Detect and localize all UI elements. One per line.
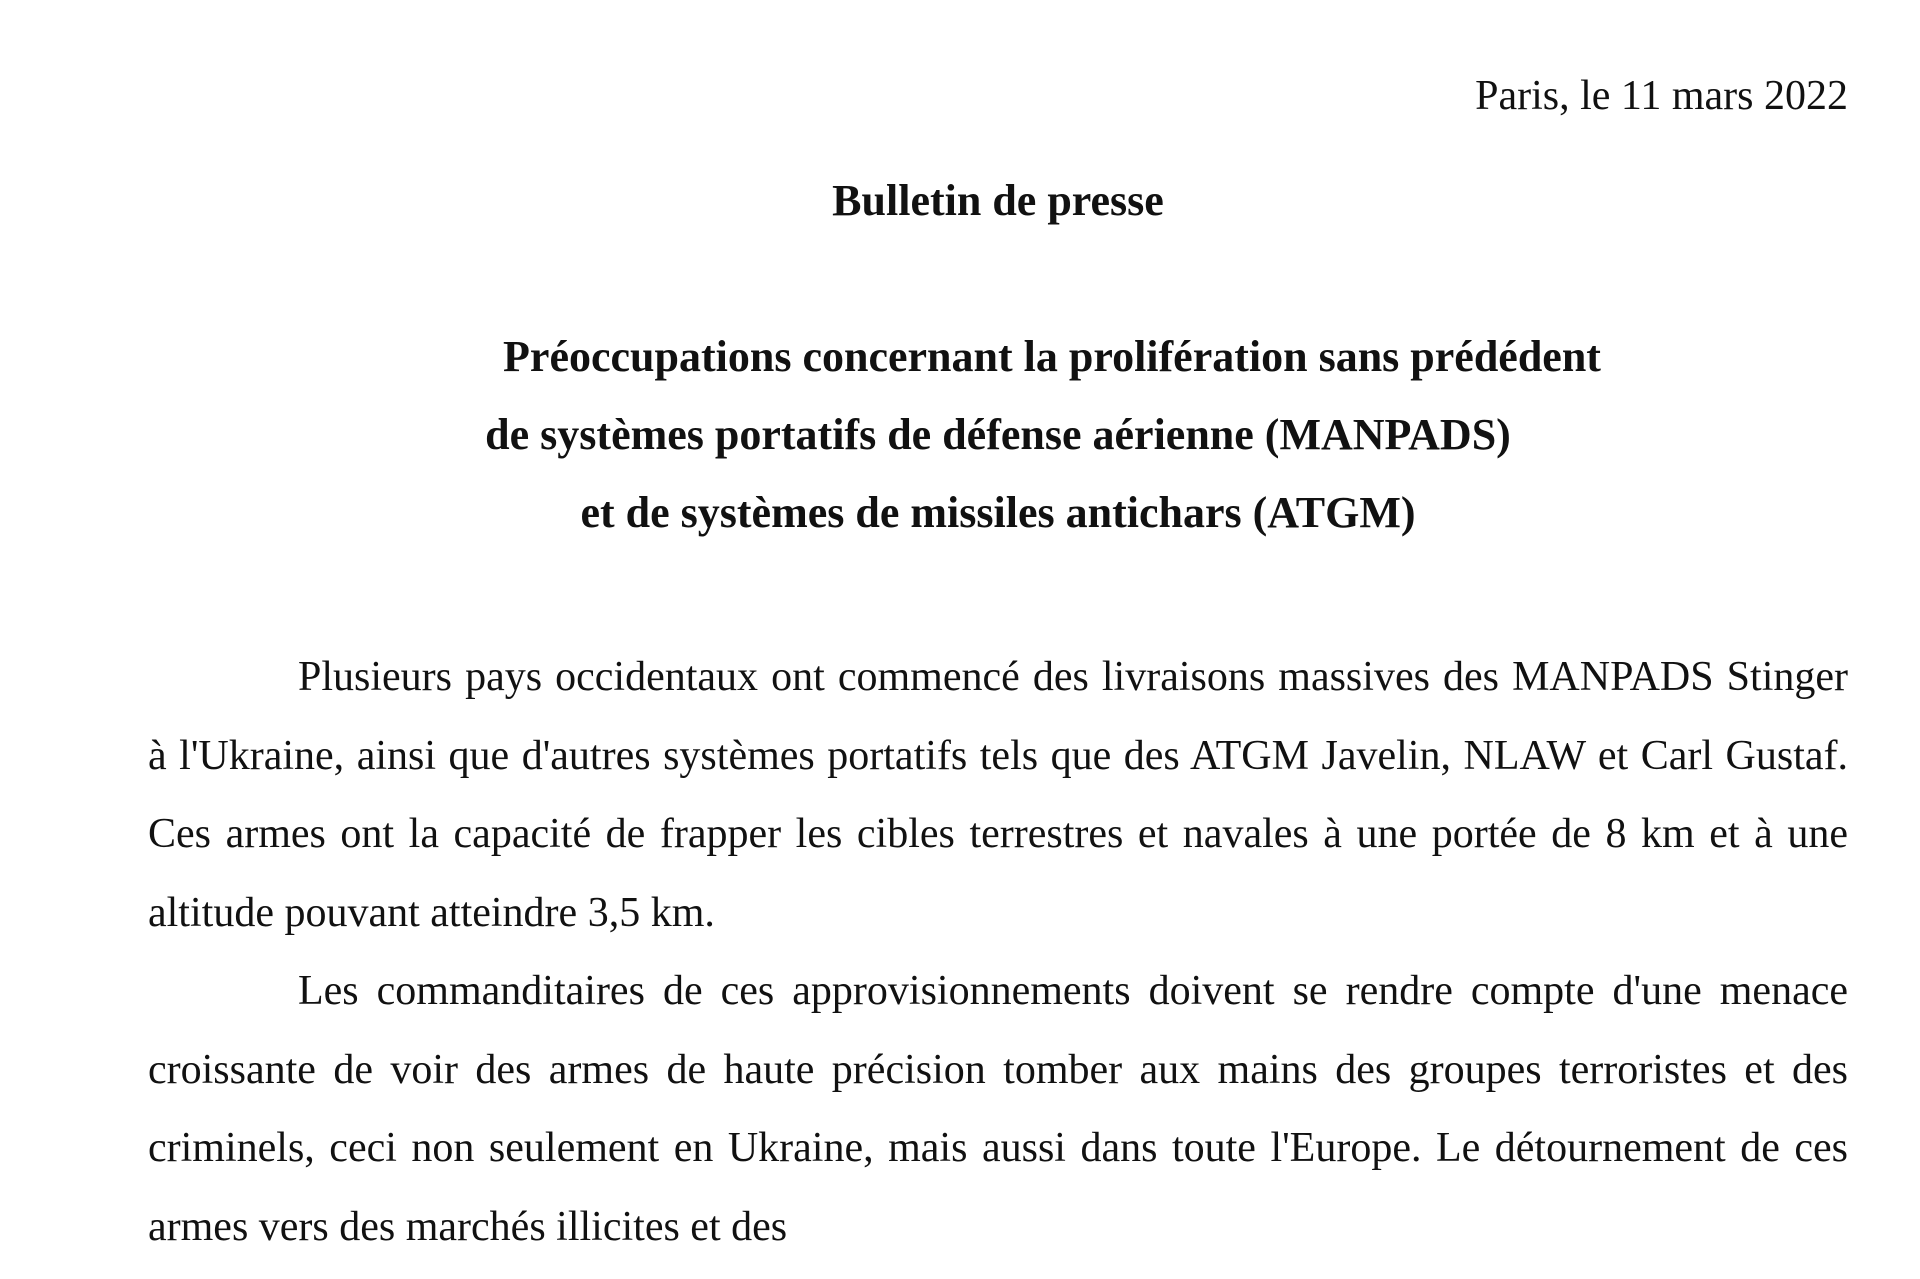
- bulletin-label: Bulletin de presse: [832, 176, 1164, 225]
- heading-line-2: de systèmes portatifs de défense aérienne (MANPADS): [485, 410, 1511, 459]
- paragraph-2: Les commanditaires de ces approvisionnements doivent se rendre compte d'une menace croissante de voir des armes de haute précision tomber aux mains des groupes terroristes et des criminels, ceci non seulement en Ukraine, mais aussi dans toute l'Europe. Le détournement de ces armes vers des marchés illicites et des: [148, 968, 1848, 1250]
- body-text: [148, 638, 1848, 1266]
- heading-line-3: et de systèmes de missiles antichars (ATGM): [580, 488, 1416, 537]
- paragraph-1: Plusieurs pays occidentaux ont commencé des livraisons massives des MANPADS Stinger à l'Ukraine, ainsi que d'autres systèmes portatifs tels que des ATGM Javelin, NLAW et Carl Gustaf. Ces armes ont la capacité de frapper les cibles terrestres et navales à une portée de 8 km et à une altitude pouvant atteindre 3,5 km.: [148, 654, 1848, 936]
- dateline: Paris, le 11 mars 2022: [1475, 73, 1848, 119]
- heading-line-1: Préoccupations concernant la prolifération sans prédédent: [503, 332, 1601, 381]
